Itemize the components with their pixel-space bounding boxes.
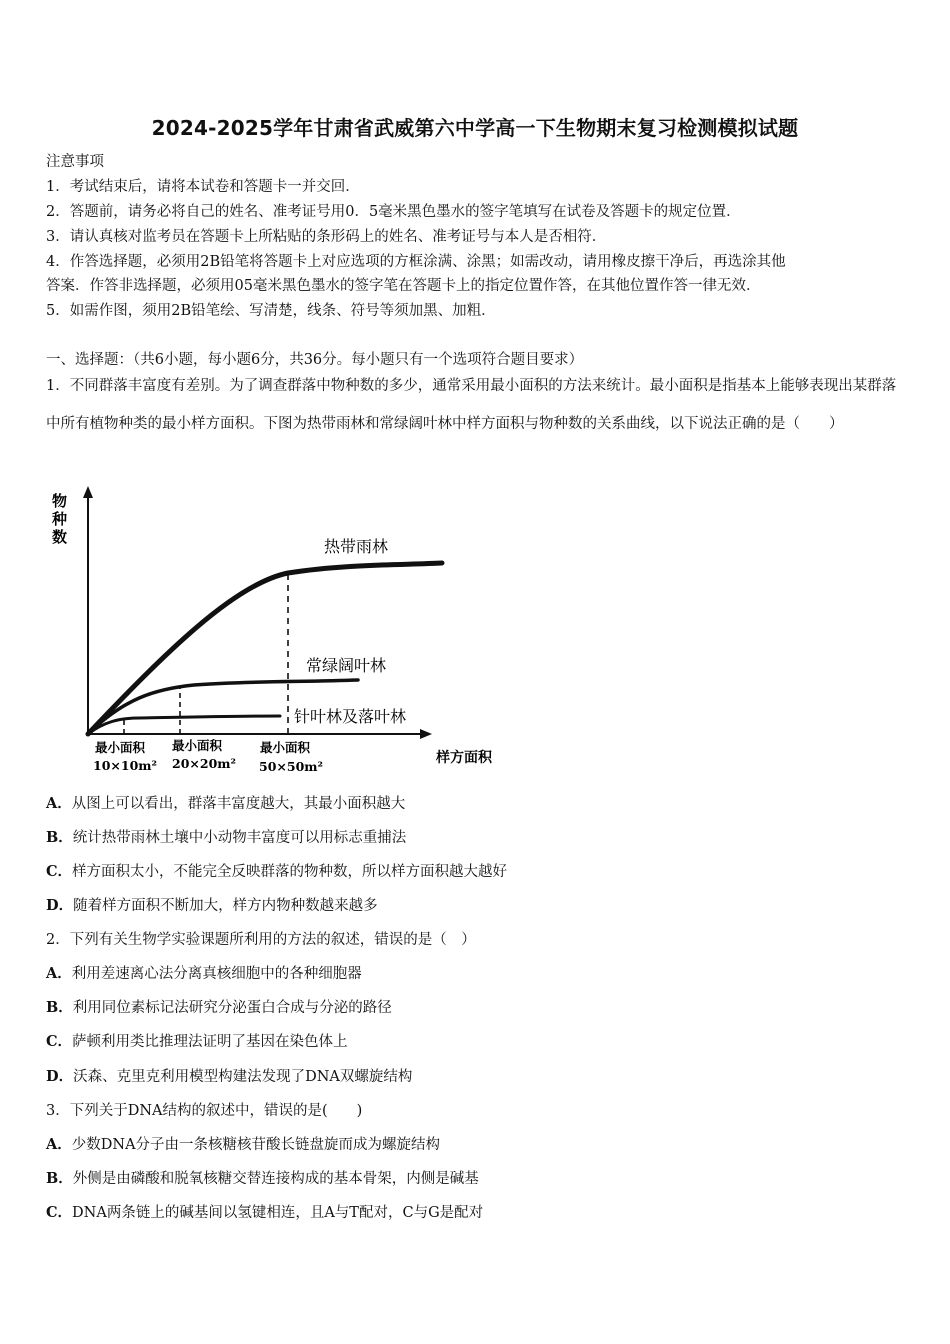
option-text: 外侧是由磷酸和脱氧核糖交替连接构成的基本骨架，内侧是碱基 [72,1171,479,1187]
question-1-option-c [46,862,507,882]
option-text: 从图上可以看出，群落丰富度越大，其最小面积越大 [71,796,406,812]
option-text: 统计热带雨林土壤中小动物丰富度可以用标志重捕法 [72,830,407,846]
section-heading: 一、选择题：（共6小题，每小题6分，共36分。每小题只有一个选项符合题目要求） [46,352,584,368]
option-text: DNA两条链上的碱基间以氢键相连，且A与T配对，C与G是配对 [72,1205,484,1221]
x-axis-arrow [420,729,432,739]
y-axis-label-char: 物 [52,492,68,510]
notice-heading: 注意事项 [46,154,104,170]
option-label: A． [46,1136,72,1153]
option-label: D． [46,897,74,914]
notice-item: 2．答题前，请务必将自己的姓名、准考证号用0．5毫米黑色墨水的签字笔填写在试卷及答题卡的规定位置． [46,204,741,220]
question-2-option-a [46,964,362,984]
option-text: 利用差速离心法分离真核细胞中的各种细胞器 [71,966,362,982]
notice-item: 1．考试结束后，请将本试卷和答题卡一并交回． [46,179,360,195]
curve-coniferous-deciduous [88,716,280,734]
option-text: 萨顿利用类比推理法证明了基因在染色体上 [72,1034,348,1050]
question-3-option-c [46,1203,483,1223]
notice-item: 3．请认真核对监考员在答题卡上所粘贴的条形码上的姓名、准考证号与本人是否相符． [46,229,607,245]
question-2-option-c [46,1032,348,1052]
x-axis-label: 样方面积 [436,750,492,766]
option-label: B． [46,999,73,1016]
tick-label: 最小面积 [260,740,311,755]
y-axis-label-char: 数 [52,528,68,546]
curve-label: 针叶林及落叶林 [294,707,407,726]
notice-item: 5．如需作图，须用2B铅笔绘、写清楚，线条、符号等须加黑、加粗． [46,303,496,319]
question-3-option-a [46,1135,440,1155]
option-text: 少数DNA分子由一条核糖核苷酸长链盘旋而成为螺旋结构 [71,1137,441,1153]
option-label: C． [46,863,73,880]
question-3-stem: 3．下列关于DNA结构的叙述中，错误的是( ) [46,1103,363,1119]
option-label: B． [46,829,73,846]
notice-item: 答案．作答非选择题，必须用05毫米黑色墨水的签字笔在答题卡上的指定位置作答，在其他位置作答一律无效． [46,278,761,294]
tick-label: 50×50m² [259,759,323,774]
option-text: 利用同位素标记法研究分泌蛋白合成与分泌的路径 [72,1000,392,1016]
question-2-stem: 2．下列有关生物学实验课题所利用的方法的叙述，错误的是（ ） [46,932,476,948]
option-label: D． [46,1068,74,1085]
option-text: 样方面积太小，不能完全反映群落的物种数，所以样方面积越大越好 [72,864,508,880]
y-axis-arrow [83,486,93,498]
option-label: C． [46,1033,73,1050]
y-axis-label-char: 种 [52,510,68,528]
curve-label: 热带雨林 [324,537,389,556]
notice-item: 4．作答选择题，必须用2B铅笔将答题卡上对应选项的方框涂满、涂黑；如需改动，请用橡皮擦干净后，再选涂其他 [46,254,786,270]
tick-label: 最小面积 [172,738,223,753]
question-1-option-d [46,896,378,916]
option-label: A． [46,795,72,812]
option-text: 沃森、克里克利用模型构建法发现了DNA双螺旋结构 [73,1069,413,1085]
option-text: 随着样方面积不断加大，样方内物种数越来越多 [73,898,378,914]
page-title: 2024-2025学年甘肃省武威第六中学高一下生物期末复习检测模拟试题 [151,116,799,140]
question-2-option-d [46,1067,412,1087]
question-1-option-a [46,794,405,814]
tick-label: 最小面积 [95,740,146,755]
question-2-option-b [46,998,392,1018]
species-area-figure [44,484,514,784]
question-1-stem: 1．不同群落丰富度有差别。为了调查群落中物种数的多少，通常采用最小面积的方法来统计。最小面积是指基本上能够表现出某群落中所有植物种类的最小样方面积。下图为热带雨林和常绿阔叶林中样方面积与物种数的关系曲线，以下说法正确的是（ ） [46,378,897,432]
option-label: B． [46,1170,73,1187]
option-label: C． [46,1204,73,1221]
question-1-option-b [46,828,406,848]
question-3-option-b [46,1169,479,1189]
curve-label: 常绿阔叶林 [306,656,387,675]
option-label: A． [46,965,72,982]
tick-label: 10×10m² [93,758,157,773]
tick-label: 20×20m² [172,756,236,771]
